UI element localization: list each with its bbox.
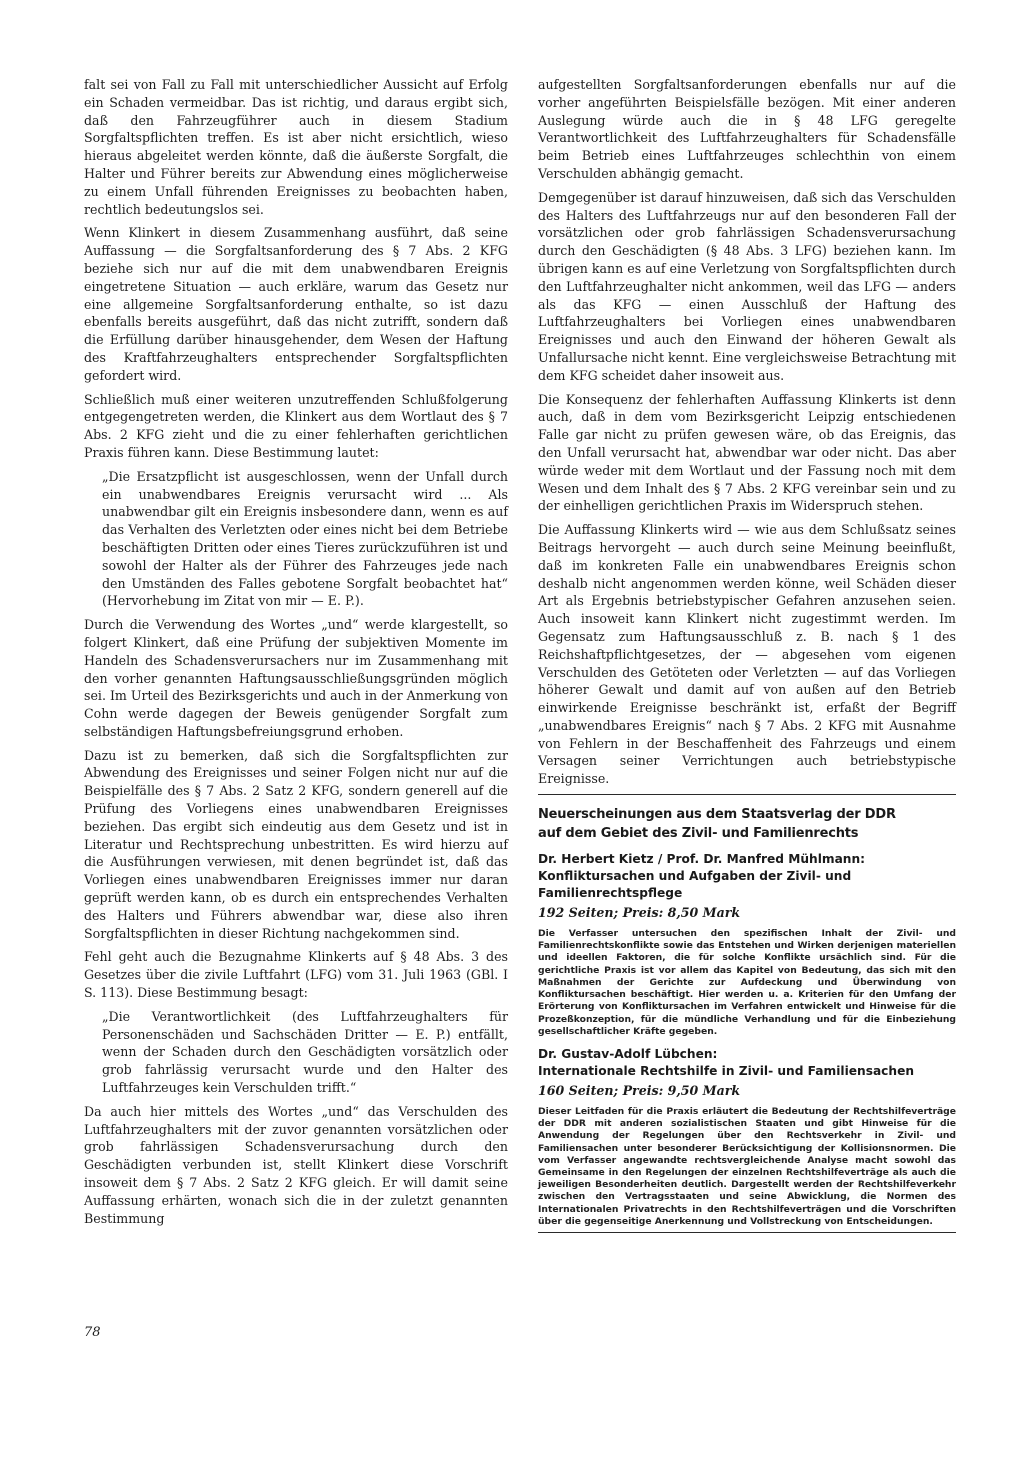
book-author: Dr. Gustav-Adolf Lübchen: — [538, 1046, 718, 1061]
page-number: 78 — [84, 1325, 101, 1340]
book-price: 192 Seiten; Preis: 8,50 Mark — [538, 905, 741, 921]
paragraph: falt sei von Fall zu Fall mit unterschiedlicher Aussicht auf Erfolg ein Schaden vermeidbar. Das ist richtig, und daraus ergibt sich, daß den Fahrzeugführer auch in diesem Stadium Sorgfaltspflichten treffen. Es ist aber nicht ersichtlich, wieso hieraus abgeleitet werden könnte, daß die äußerste Sorgfalt, die Halter und Führer bereits zur Abwendung eines möglicherweise zu einem Unfall führenden Ereignisses zu beobachten haben, rechtlich bedeutungslos sei. — [84, 77, 508, 217]
paragraph: Schließlich muß einer weiteren unzutreffenden Schlußfolgerung entgegengetreten werden, die Klinkert aus dem Wortlaut des § 7 Abs. 2 KFG zieht und die zu einer fehlerhaften gerichtlichen Praxis führen kann. Diese Bestimmung lautet: — [84, 391, 508, 460]
book-entry — [538, 851, 956, 1038]
book-price: 160 Seiten; Preis: 9,50 Mark — [538, 1082, 741, 1098]
divider — [538, 1232, 956, 1233]
block-quote: „Die Ersatzpflicht ist ausgeschlossen, wenn der Unfall durch ein unabwendbares Ereignis verursacht wird ... Als unabwendbar gilt ein Ereignis insbesondere dann, wenn es auf das Verhalten des Verletzten oder eines nicht bei dem Betriebe beschäftigten Dritten oder eines Tieres zurückzuführen ist und sowohl der Halter als der Führer des Fahrzeuges jede nach den Umständen des Falles gebotene Sorgfalt beobachtet hat“ (Hervorhebung im Zitat von mir — E. P.). — [102, 468, 508, 609]
announcement-heading: Neuerscheinungen aus dem Staatsverlag der DDR — [538, 807, 896, 823]
paragraph: Da auch hier mittels des Wortes „und“ das Verschulden des Luftfahrzeughalters mit der zuvor genannten vorsätzlichen oder grob fahrlässigen Schadensverursachung durch den Geschädigten verbunden ist, stellt Klinkert diese Vorschrift insoweit dem § 7 Abs. 2 Satz 2 KFG gleich. Er will damit seine Auffassung erhärten, wonach sich die in der zuletzt genannten Bestimmung — [84, 1103, 508, 1226]
book-author: Dr. Herbert Kietz / Prof. Dr. Manfred Mühlmann: — [538, 852, 866, 867]
announcement-heading: auf dem Gebiet des Zivil- und Familienrechts — [538, 826, 859, 842]
left-column — [84, 76, 508, 1233]
paragraph: Wenn Klinkert in diesem Zusammenhang ausführt, daß seine Auffassung — die Sorgfaltsanforderung des § 7 Abs. 2 KFG beziehe sich nur auf die mit dem unabwendbaren Ereignis eingetretene Situation — auch erkläre, warum das Gesetz nur eine allgemeine Sorgfaltsanforderung enthalte, so ist dazu ebenfalls bereits ausgeführt, daß das nicht zutrifft, sondern daß die Erfüllung darüber hinausgehender, dem Wesen der Haftung des Kraftfahrzeughalters entsprechender Sorgfaltspflichten gefordert wird. — [84, 225, 508, 383]
paragraph: Durch die Verwendung des Wortes „und“ werde klargestellt, so folgert Klinkert, daß eine Prüfung der subjektiven Momente im Handeln des Schadensverursachers nur im Zusammenhang mit den vorher genannten Haftungsausschließungsgründen möglich sei. Im Urteil des Bezirksgerichts und auch in der Anmerkung von Cohn werde dagegen der Beweis genügender Sorgfalt zum selbständigen Haftungsbefreiungsgrund erhoben. — [84, 617, 508, 739]
paragraph: Die Konsequenz der fehlerhaften Auffassung Klinkerts ist denn auch, daß in dem vom Bezirksgericht Leipzig entschiedenen Falle gar nicht zu prüfen gewesen wäre, ob das Ereignis, das den Unfall verursacht hat, abwendbar war oder nicht. Das aber würde weder mit dem Wortlaut und der Fassung noch mit dem Wesen und dem Inhalt des § 7 Abs. 2 KFG vereinbar sein und zu der einhelligen gerichtlichen Praxis im Widerspruch stehen. — [538, 391, 956, 514]
book-title: Konfliktursachen und Aufgaben der Zivil- und Familienrechtspflege — [538, 869, 852, 901]
book-entry — [538, 1046, 956, 1228]
paragraph: Fehl geht auch die Bezugnahme Klinkerts auf § 48 Abs. 3 des Gesetzes über die zivile Luftfahrt (LFG) vom 31. Juli 1963 (GBl. I S. 113). Diese Bestimmung besagt: — [84, 949, 508, 1001]
right-column — [538, 76, 956, 1233]
book-description: Die Verfasser untersuchen den spezifischen Inhalt der Zivil- und Familienrechtskonflikte sowie das Entstehen und Wirken derjenigen materiellen und ideellen Faktoren, die für solche Konflikte ursächlich sind. Für die gerichtliche Praxis ist vor allem das Kapitel von Bedeutung, das sich mit den Maßnahmen der Gerichte zur Aufdeckung und Überwindung von Konfliktursachen beschäftigt. Hier werden u. a. Kriterien für den Umfang der Erörterung von Konfliktursachen im Verfahren entwickelt und Hinweise für die Prozeßkonzeption, für die mündliche Verhandlung und für die Einbeziehung gesellschaftlicher Kräfte gegeben. — [538, 928, 956, 1037]
publisher-announcement — [538, 805, 956, 1233]
book-title: Internationale Rechtshilfe in Zivil- und Familiensachen — [538, 1063, 915, 1078]
divider — [538, 794, 956, 795]
paragraph: Die Auffassung Klinkerts wird — wie aus dem Schlußsatz seines Beitrags hervorgeht — auch durch seine Meinung beeinflußt, daß im konkreten Falle ein unabwendbares Ereignis schon deshalb nicht angenommen werden könne, weil Schäden dieser Art als Ergebnis betriebstypischer Gefahren anzusehen seien. Auch insoweit kann Klinkert nicht zugestimmt werden. Im Gegensatz zum Haftungsausschluß z. B. nach § 1 des Reichshaftpflichtgesetzes, der — abgesehen vom eigenen Verschulden des Getöteten oder Verletzten — auf das Vorliegen höherer Gewalt und damit auf von außen auf den Betrieb einwirkende Ereignisse beschränkt ist, erfaßt der Begriff „unabwendbares Ereignis“ nach § 7 Abs. 2 KFG mit Ausnahme von Fehlern in der Beschaffenheit des Fahrzeugs und einem Versagen seiner Verrichtungen auch betriebstypische Ereignisse. — [538, 522, 956, 787]
block-quote: „Die Verantwortlichkeit (des Luftfahrzeughalters für Personenschäden und Sachschäden Dritter — E. P.) entfällt, wenn der Schaden durch den Geschädigten vorsätzlich oder grob fahrlässig verursacht wurde und den Halter des Luftfahrzeuges kein Verschulden trifft.“ — [102, 1008, 508, 1096]
paragraph: Demgegenüber ist darauf hinzuweisen, daß sich das Verschulden des Halters des Luftfahrzeugs nur auf den besonderen Fall der vorsätzlichen oder grob fahrlässigen Schadensverursachung durch den Geschädigten (§ 48 Abs. 3 LFG) beziehen kann. Im übrigen kann es auf eine Verletzung von Sorgfaltspflichten durch den Luftfahrzeughalter nicht ankommen, weil das LFG — anders als das KFG — einen Ausschluß der Haftung des Luftfahrzeughalters bei Vorliegen eines unabwendbaren Ereignisses und auch den Einwand der höheren Gewalt als Unfallursache nicht kennt. Eine vergleichsweise Betrachtung mit dem KFG scheidet daher insoweit aus. — [538, 189, 957, 383]
paragraph: aufgestellten Sorgfaltsanforderungen ebenfalls nur auf die vorher angeführten Beispielsfälle bezögen. Mit einer anderen Auslegung würde auch die in § 48 LFG geregelte Verantwortlichkeit des Luftfahrzeughalters für Schadensfälle beim Betrieb eines Luftfahrzeuges schlechthin von einem Verschulden abhängig gemacht. — [538, 77, 956, 181]
book-description: Dieser Leitfaden für die Praxis erläutert die Bedeutung der Rechtshilfeverträge der DDR mit anderen sozialistischen Staaten und gibt Hinweise für die Anwendung der Regelungen über den Rechtsverkehr in Zivil- und Familiensachen unter besonderer Berücksichtigung der Kollisionsnormen. Die vom Verfasser angewandte rechtsvergleichende Analyse macht sowohl das Gemeinsame in den Regelungen der einzelnen Rechtshilfeverträge als auch die jeweiligen Besonderheiten deutlich. Dargestellt werden der Rechtshilfeverkehr zwischen den Vertragsstaaten und seine Abwicklung, die Normen des Internationalen Privatrechts in den Rechtshilfeverträgen und die Vorschriften über die gegenseitige Anerkennung und Vollstreckung von Entscheidungen. — [538, 1105, 956, 1227]
paragraph: Dazu ist zu bemerken, daß sich die Sorgfaltspflichten zur Abwendung des Ereignisses und seiner Folgen nicht nur auf die Beispielfälle des § 7 Abs. 2 Satz 2 KFG, sondern generell auf die Prüfung des Vorliegens eines unabwendbaren Ereignisses beziehen. Das ergibt sich eindeutig aus dem Gesetz und ist in Literatur und Rechtsprechung unbestritten. Es wird hierzu auf die Ausführungen verwiesen, mit denen begründet ist, daß das Vorliegen eines unabwendbaren Ereignisses immer nur daran geprüft werden kann, ob es durch ein entsprechendes Verhalten des Halters und Führers abwendbar war, diese also ihren Sorgfaltspflichten in dieser Richtung nachgekommen sind. — [84, 747, 508, 941]
